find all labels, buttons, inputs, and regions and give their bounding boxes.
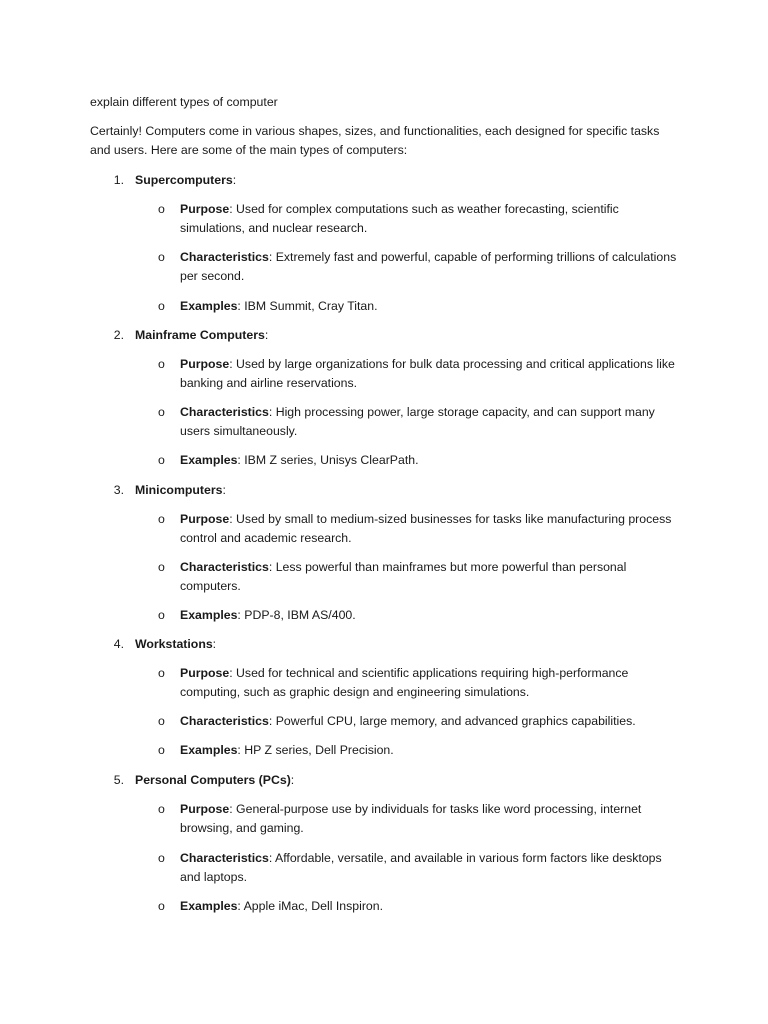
section-title: Mainframe Computers: bbox=[135, 328, 269, 342]
bullet-icon: o bbox=[158, 608, 165, 622]
section-title: Supercomputers: bbox=[135, 173, 237, 187]
bullet-icon: o bbox=[158, 405, 165, 419]
bullet-icon: o bbox=[158, 453, 165, 467]
bullet-icon: o bbox=[158, 560, 165, 574]
list-number: 5. bbox=[113, 773, 124, 787]
list-item: Purpose: Used by large organizations for bulk data processing and critical applications like banking and airline reservations. bbox=[180, 357, 675, 390]
prompt-text: explain different types of computer bbox=[90, 95, 278, 109]
list-number: 3. bbox=[113, 483, 124, 497]
bullet-icon: o bbox=[158, 851, 165, 865]
bullet-icon: o bbox=[158, 250, 165, 264]
list-item: Examples: IBM Summit, Cray Titan. bbox=[180, 299, 378, 313]
list-item: Purpose: Used by small to medium-sized businesses for tasks like manufacturing process control and academic research. bbox=[180, 512, 672, 545]
list-item: Purpose: General-purpose use by individuals for tasks like word processing, internet browsing, and gaming. bbox=[180, 802, 642, 835]
bullet-icon: o bbox=[158, 512, 165, 526]
bullet-icon: o bbox=[158, 743, 165, 757]
section-title: Minicomputers: bbox=[135, 483, 226, 497]
list-item: Purpose: Used for technical and scientific applications requiring high-performance computing, such as graphic design and engineering simulations. bbox=[180, 666, 629, 699]
bullet-icon: o bbox=[158, 714, 165, 728]
list-item: Characteristics: Extremely fast and powerful, capable of performing trillions of calculations per second. bbox=[180, 250, 677, 283]
bullet-icon: o bbox=[158, 899, 165, 913]
list-item: Examples: Apple iMac, Dell Inspiron. bbox=[180, 899, 384, 913]
section-title: Personal Computers (PCs): bbox=[135, 773, 295, 787]
list-number: 1. bbox=[113, 173, 124, 187]
section-title: Workstations: bbox=[135, 637, 217, 651]
list-item: Characteristics: Affordable, versatile, and available in various form factors like desktops and laptops. bbox=[180, 851, 662, 884]
list-item: Examples: PDP-8, IBM AS/400. bbox=[180, 608, 356, 622]
list-item: Purpose: Used for complex computations such as weather forecasting, scientific simulations, and nuclear research. bbox=[180, 202, 619, 235]
list-item: Characteristics: High processing power, large storage capacity, and can support many users simultaneously. bbox=[180, 405, 655, 438]
bullet-icon: o bbox=[158, 357, 165, 371]
list-item: Examples: IBM Z series, Unisys ClearPath. bbox=[180, 453, 419, 467]
list-item: Characteristics: Less powerful than mainframes but more powerful than personal computers. bbox=[180, 560, 627, 593]
bullet-icon: o bbox=[158, 202, 165, 216]
bullet-icon: o bbox=[158, 299, 165, 313]
list-number: 4. bbox=[113, 637, 124, 651]
list-item: Characteristics: Powerful CPU, large memory, and advanced graphics capabilities. bbox=[180, 714, 636, 728]
intro-paragraph: Certainly! Computers come in various shapes, sizes, and functionalities, each designed for specific tasks and users. Here are some of the main types of computers: bbox=[90, 124, 660, 157]
list-item: Examples: HP Z series, Dell Precision. bbox=[180, 743, 394, 757]
list-number: 2. bbox=[113, 328, 124, 342]
bullet-icon: o bbox=[158, 666, 165, 680]
bullet-icon: o bbox=[158, 802, 165, 816]
